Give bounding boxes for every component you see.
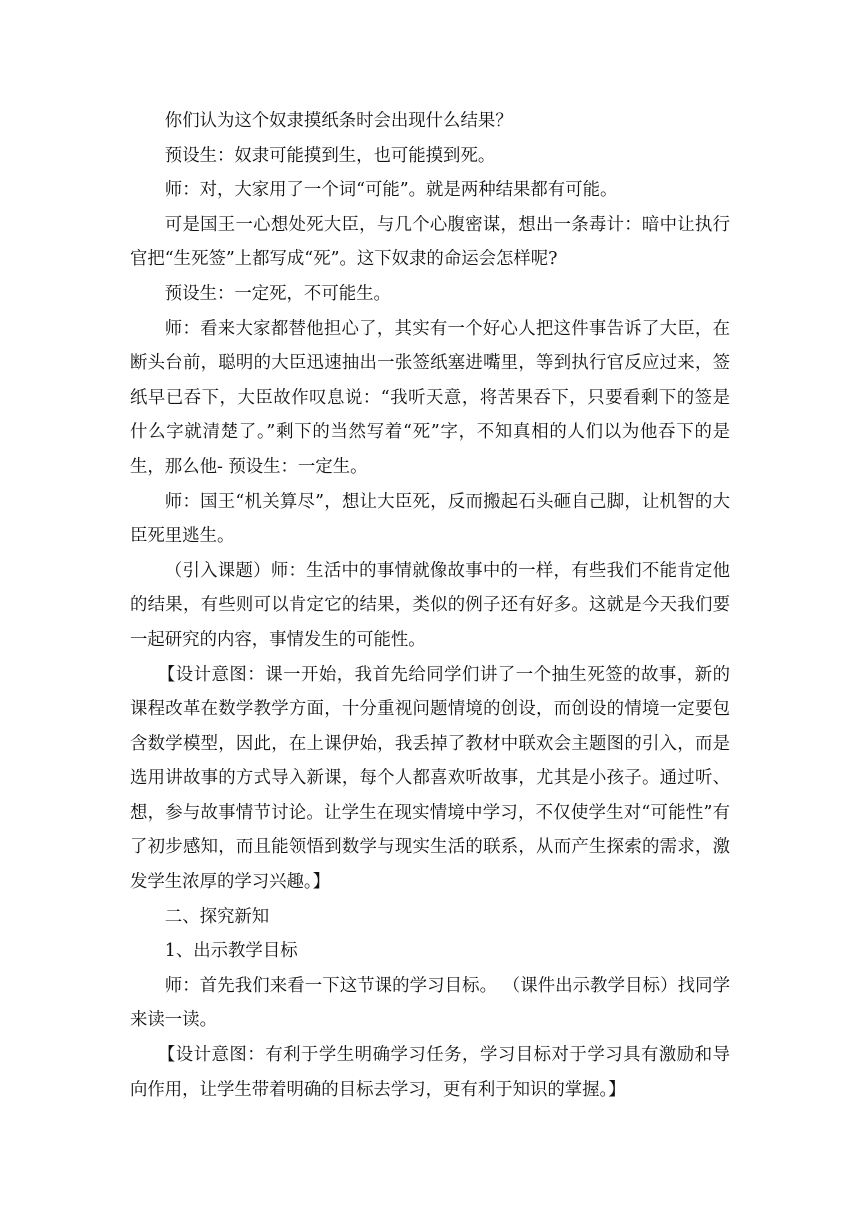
paragraph-design-intent-2: 【设计意图：有利于学生明确学习任务，学习目标对于学习具有激励和导向作用，让学生带着明确的目标去学习，更有利于知识的掌握。】	[130, 1045, 730, 1100]
paragraph-introduce-topic: （引入课题）师：生活中的事情就像故事中的一样，有些我们不能肯定他的结果，有些则可以肯定它的结果，类似的例子还有好多。这就是今天我们要一起研究的内容，事情发生的可能性。	[130, 560, 730, 650]
paragraph-student-certain-death: 预设生：一定死，不可能生。	[164, 283, 391, 304]
paragraph-question: 你们认为这个奴隶摸纸条时会出现什么结果？	[164, 111, 513, 131]
paragraph-teacher-objectives: 师：首先我们来看一下这节课的学习目标。 （课件出示教学目标）找同学来读一读。	[130, 975, 730, 1031]
section-heading-explore: 二、探究新知	[164, 906, 270, 927]
paragraph-design-intent-1: 【设计意图：课一开始，我首先给同学们讲了一个抽生死签的故事，新的课程改革在数学教学方面，十分重视问题情境的创设，而创设的情境一定要包含数学模型，因此，在上课伊始，我丢掉了教材中联欢会主题图的引入，而是选用讲故事的方式导入新课，每个人都喜欢听故事，尤其是小孩子。通过听、想，参与故事情节讨论。让学生在现实情境中学习，不仅使学生对“可能性”有了初步感知，而且能领悟到数学与现实生活的联系，从而产生探索的需求，激发学生浓厚的学习兴趣。】	[130, 664, 730, 893]
subsection-heading-objectives: 1、出示教学目标	[164, 941, 298, 962]
paragraph-student-answer: 预设生：奴隶可能摸到生，也可能摸到死。	[164, 145, 496, 166]
paragraph-king-plot: 可是国王一心想处死大臣，与几个心腹密谋，想出一条毒计：暗中让执行官把“生死签”上都写成“死”。这下奴隶的命运会怎样呢?	[130, 214, 730, 270]
paragraph-teacher-possible: 师：对，大家用了一个词“可能”。就是两种结果都有可能。	[164, 180, 618, 201]
paragraph-minister-story: 师：看来大家都替他担心了，其实有一个好心人把这件事告诉了大臣，在断头台前，聪明的大臣迅速抽出一张签纸塞进嘴里，等到执行官反应过来，签纸早已吞下，大臣故作叹息说：“我听天意，将苦果吞下，只要看剩下的签是什么字就清楚了。”剩下的当然写着“死”字，不知真相的人们以为他吞下的是生，那么他- 预设生：一定生。	[130, 318, 730, 477]
paragraph-king-outcome: 师：国王“机关算尽”，想让大臣死，反而搬起石头砸自己脚，让机智的大臣死里逃生。	[130, 491, 730, 547]
